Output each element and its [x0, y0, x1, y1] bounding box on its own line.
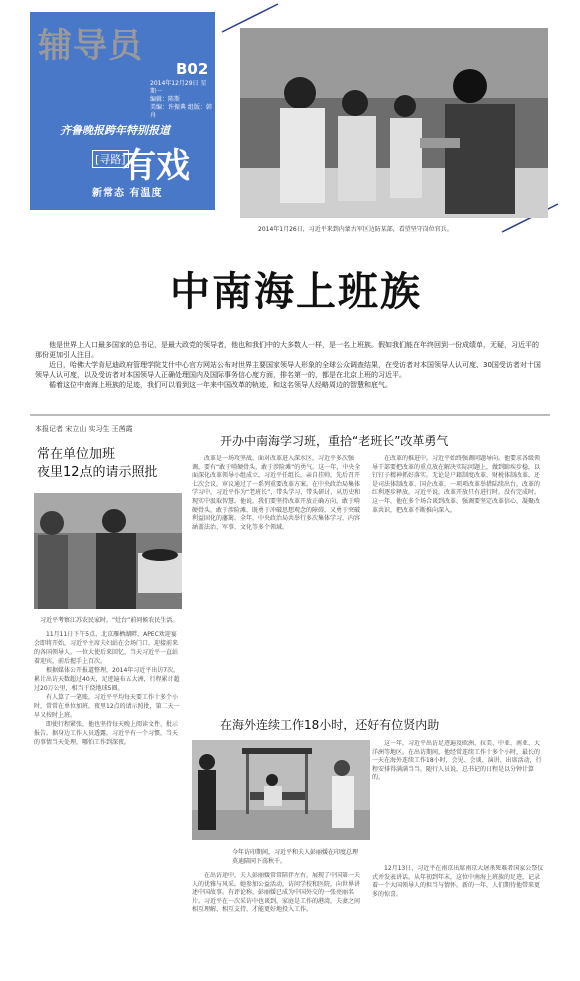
column-tag: [寻路]: [92, 150, 129, 168]
photo-kitchen: [34, 493, 182, 609]
masthead-meta: [150, 80, 212, 120]
body-paragraph: 即使行程紧张，他也坚持每天晚上阅读文件、批示报告。据身边工作人员透露，习近平有一个习惯，当天的事情当天处理，哪怕工作到深夜。: [34, 721, 179, 746]
intro-paragraph: 近日，哈佛大学肯尼迪政府管理学院艾什中心官方网站公布对世界主要国家领导人形象的全球公众调查结果，在受访者对本国领导人认可度、30国受访者对十国领导人认可度，以及受访者对本国领导人正确处理国内及国际事务信心度方面，排名第一的，都是在北京上班的习近平。: [35, 361, 541, 379]
issue-date: 2014年12月29日 星期一: [150, 80, 207, 95]
page-headline: 中南海上班族: [170, 269, 422, 315]
section1-heading: 开办中南海学习班，重拾“老班长”改革勇气: [220, 434, 449, 448]
section-title: 辅导员: [38, 26, 143, 66]
intro-text: [35, 340, 545, 390]
column-name: 有戏: [122, 146, 190, 186]
divider: [30, 414, 550, 416]
section2-heading: 在海外连续工作18小时，还好有位贤内助: [220, 718, 440, 732]
body-paragraph: 根据媒体公开报道整理，2014年习近平出访7次，累计出访天数超过40天，足迹遍布五大洲，行程累计超过20万公里，相当于绕地球5圈。: [34, 667, 180, 692]
swing-photo-caption: 今年访印期间，习近平和夫人彭丽媛在印度总理莫迪陪同下荡秋千。: [232, 849, 359, 865]
section1-column-1: 改革是一场攻坚战。面对改革进入深水区，习近平多次强调，要有“敢于啃硬骨头，敢于涉险滩”的勇气。这一年，中央全面深化改革领导小组成立，习近平任组长，亲自挂帅，先后召开七次会议，审议通过了一系列重要改革方案。在中央政治局集体学习中，习近平作为“老班长”，带头学习，带头研讨，从历史和现实中汲取智慧。他说，我们要坚持改革开放正确方向，敢于啃硬骨头，敢于涉险滩，既勇于冲破思想观念的障碍，又勇于突破利益固化的藩篱。全年，中央政治局共举行多次集体学习，内容涵盖法治、军事、文化等多个领域。: [192, 455, 361, 531]
section1-column-2: 在改革的推进中，习近平始终强调问题导向。他要求各级领导干部要把改革的重点放在解决实际问题上，做到蹄疾步稳，以钉钉子精神抓好落实。无论是户籍制度改革、财税体制改革，还是司法体制改革、国企改革，一项项改革举措陆续出台，改革的红利逐步释放。习近平说，改革开放只有进行时，没有完成时。这一年，他在多个场合谈到改革，强调要坚定改革信心，凝聚改革共识，把改革不断推向深入。: [372, 455, 541, 514]
left-section-heading: [37, 446, 158, 482]
photo-soldiers: [240, 28, 548, 218]
intro-paragraph: 他是世界上人口最多国家的总书记，是最大政党的领导者，他也和我们中的大多数人一样，是一名上班族。假如我们能在年终回到一份成绩单，无疑，习近平的那份更加引人注目。: [35, 341, 539, 359]
body-paragraph: 有人算了一笔账，习近平平均每天要工作十多个小时，常常在单位加班，夜里12点的请示照批，第二天一早又按时上班。: [34, 694, 180, 719]
intro-paragraph: 循着这位中南海上班族的足迹，我们可以看到这一年来中国改革的轨迹，和这名领导人经略周边的智慧和底气。: [49, 381, 392, 389]
left-section-body: [34, 630, 182, 970]
top-photo: [240, 28, 548, 218]
top-photo-caption: 2014年1月26日，习近平来到内蒙古军区边防某部，看望坚守岗位官兵。: [258, 226, 453, 233]
kitchen-photo: [34, 493, 182, 609]
body-paragraph: 11月11日下午5点，北京雁栖湖畔，APEC欢迎宴会即将开始，习近平主席夫妇站在会场门口，迎接前来的各国领导人。一位大使后来回忆，当天习近平一直站着迎宾，前后握手上百次。: [34, 631, 179, 665]
heading-line: 夜里12点的请示照批: [37, 465, 158, 480]
special-report-label: 齐鲁晚报跨年特别报道: [60, 124, 170, 137]
photo-swing: [192, 740, 370, 840]
section2-column-2: 在出访途中，夫人彭丽媛常常陪伴左右，展现了中国第一夫人的优雅与风采。她参加公益活动，访问学校和医院，向世界讲述中国故事。有评论称，彭丽媛已成为中国外交的一张亮丽名片。习近平在一次采访中也谈到，家庭是工作的港湾，夫妻之间相互理解、相互支持，才能更好地投入工作。: [192, 872, 361, 914]
column-slogan: 新常态 有温度: [92, 188, 163, 199]
section2-column-3: 12月13日，习近平在南京出席南京大屠杀死难者国家公祭仪式并发表讲话。从年初到年末，这位中南海上班族的足迹，记录着一个大国领导人的担当与情怀。新的一年，人们期待他带来更多的惊喜。: [372, 865, 544, 898]
byline: 本报记者 宋立山 实习生 王茜霞: [35, 425, 133, 433]
kitchen-photo-caption: 习近平考察江苏农民家时，“灶台”前问候农民生活。: [40, 617, 179, 624]
section2-column-1: 这一年，习近平出访足迹遍及欧洲、拉美、中亚、南亚、大洋洲等地区。在出访期间，他经常连续工作十多个小时，最长的一天在海外连续工作18小时，会见、会谈、演讲、出席活动，行程安排得满满当当。随行人员说，总书记的日程是以分钟计算的。: [372, 740, 542, 782]
page-code: B02: [176, 60, 209, 78]
editor-credit: 编辑：陈斯: [150, 96, 181, 103]
heading-line: 常在单位加班: [37, 447, 116, 462]
design-credit: 美编：许振典 组版：韩舟: [150, 104, 212, 119]
swing-photo: [192, 740, 370, 840]
